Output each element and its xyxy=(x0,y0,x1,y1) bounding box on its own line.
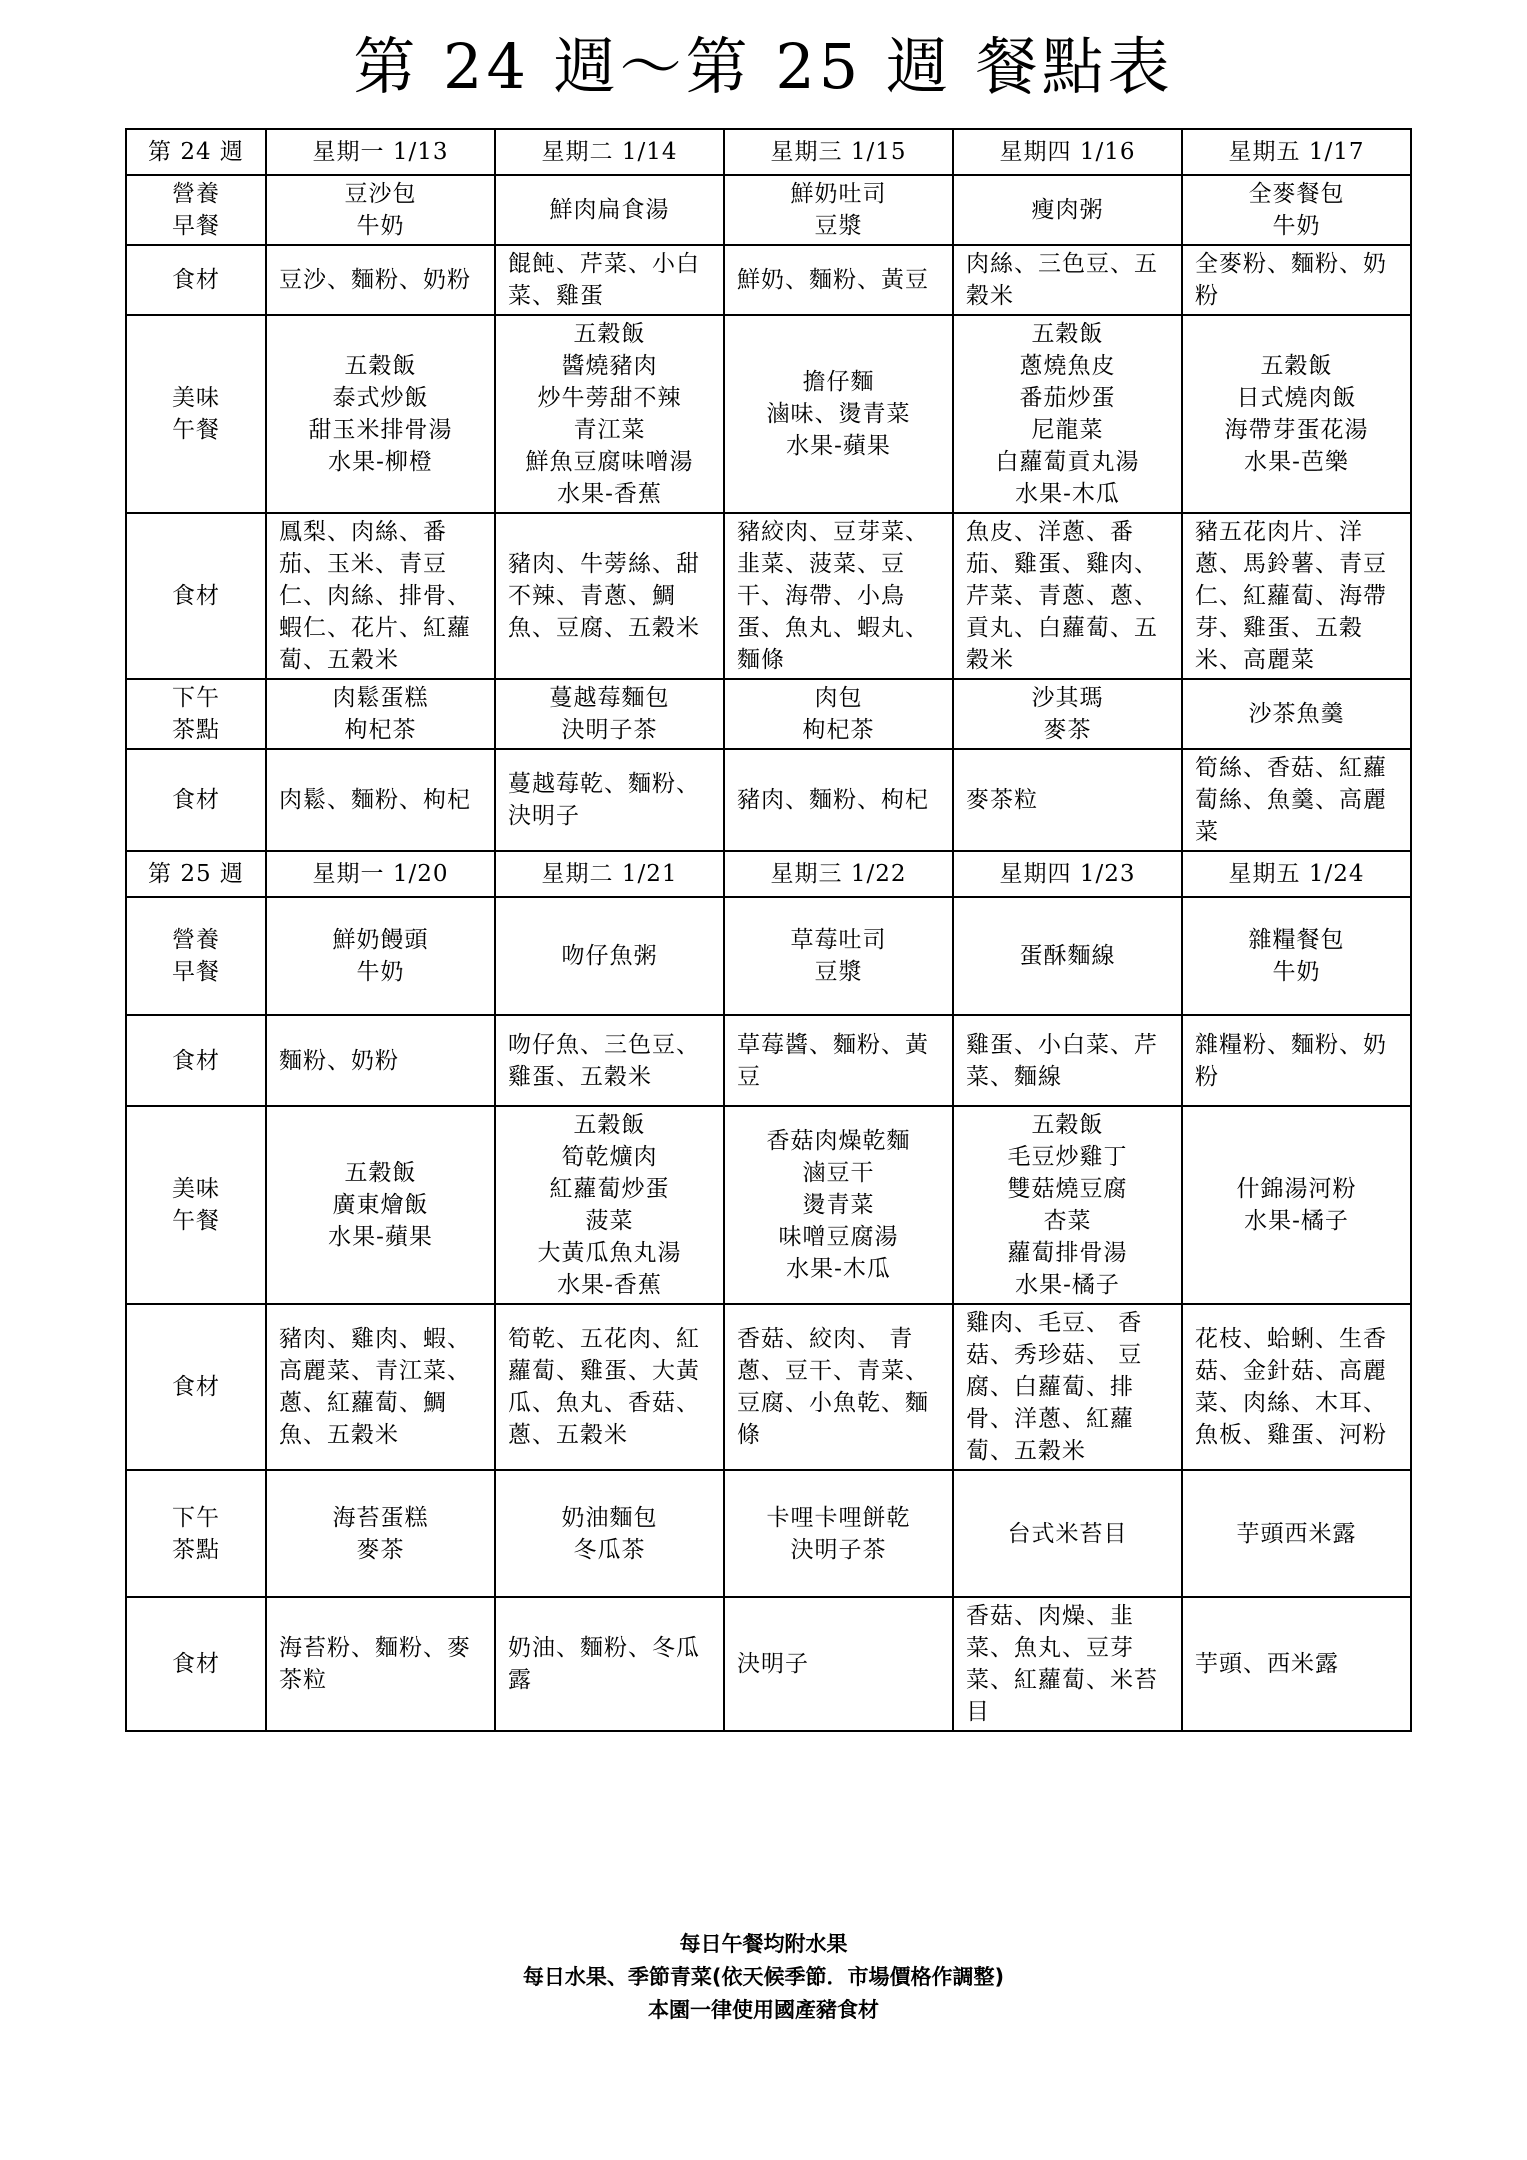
meal-item: 杏菜 xyxy=(1043,1208,1092,1234)
meal-item: 五穀飯 xyxy=(344,1160,417,1186)
week-label: 第 24 週 xyxy=(126,129,266,175)
ingredients-text: 餛飩、芹菜、小白菜、雞蛋 xyxy=(508,251,700,309)
meal-item: 水果-木瓜 xyxy=(786,1256,891,1282)
ingredients-cell xyxy=(1182,1304,1411,1470)
row-label-line: 食材 xyxy=(172,1651,220,1677)
meal-cell xyxy=(724,175,953,245)
meal-item: 菠菜 xyxy=(585,1208,634,1234)
meal-row-lunch-ingredients xyxy=(126,513,1411,679)
meal-item: 豆沙包 xyxy=(344,181,417,207)
day-header: 星期一 1/13 xyxy=(266,129,495,175)
meal-item: 水果-橘子 xyxy=(1015,1272,1120,1298)
day-header: 星期五 1/24 xyxy=(1182,851,1411,897)
meal-cell xyxy=(266,897,495,1015)
meal-item: 大黃瓜魚丸湯 xyxy=(537,1240,682,1266)
ingredients-cell xyxy=(724,749,953,851)
ingredients-cell xyxy=(953,1015,1182,1106)
row-label xyxy=(126,679,266,749)
day-header: 星期三 1/15 xyxy=(724,129,953,175)
meal-item: 牛奶 xyxy=(1272,959,1321,985)
ingredients-text: 豬五花肉片、洋蔥、馬鈴薯、青豆仁、紅蘿蔔、海帶芽、雞蛋、五穀米、高麗菜 xyxy=(1195,519,1387,673)
meal-item: 甜玉米排骨湯 xyxy=(308,417,453,443)
meal-item: 水果-蘋果 xyxy=(328,1224,433,1250)
meal-row-snack xyxy=(126,679,1411,749)
meal-cell xyxy=(724,679,953,749)
meal-item: 豆漿 xyxy=(814,959,863,985)
meal-item: 奶油麵包 xyxy=(561,1504,658,1531)
row-label xyxy=(126,315,266,513)
ingredients-text: 肉鬆、麵粉、枸杞 xyxy=(279,787,471,813)
day-header: 星期四 1/23 xyxy=(953,851,1182,897)
meal-cell xyxy=(724,897,953,1015)
meal-item: 台式米苔目 xyxy=(1007,1520,1128,1547)
meal-row-breakfast-ingredients xyxy=(126,245,1411,315)
meal-item: 燙青菜 xyxy=(802,1192,875,1218)
ingredients-cell xyxy=(495,1015,724,1106)
meal-item: 滷豆干 xyxy=(802,1160,875,1186)
ingredients-text: 香菇、絞肉、 青蔥、豆干、青菜、豆腐、小魚乾、麵條 xyxy=(737,1326,929,1448)
meal-item: 肉鬆蛋糕 xyxy=(332,685,429,711)
meal-item: 五穀飯 xyxy=(573,1112,646,1138)
meal-cell xyxy=(495,1470,724,1597)
footer-note: 每日水果、季節青菜(依天候季節．市場價格作調整) xyxy=(522,1965,1005,1989)
meal-row-lunch-ingredients xyxy=(126,1304,1411,1470)
week-header-row xyxy=(126,129,1411,175)
meal-cell xyxy=(953,175,1182,245)
meal-item: 豆漿 xyxy=(814,213,863,239)
meal-item: 肉包 xyxy=(814,685,863,711)
row-label-line: 茶點 xyxy=(172,1536,220,1563)
ingredients-cell xyxy=(266,513,495,679)
ingredients-text: 決明子 xyxy=(737,1651,809,1677)
row-label xyxy=(126,513,266,679)
meal-item: 水果-蘋果 xyxy=(786,433,891,459)
ingredients-text: 香菇、肉燥、韭菜、魚丸、豆芽菜、紅蘿蔔、米苔目 xyxy=(966,1603,1158,1725)
meal-item: 牛奶 xyxy=(1272,213,1321,239)
row-label-line: 美味 xyxy=(172,385,220,411)
ingredients-cell xyxy=(495,513,724,679)
ingredients-text: 雞蛋、小白菜、芹菜、麵線 xyxy=(966,1031,1158,1090)
meal-item: 紅蘿蔔炒蛋 xyxy=(549,1176,670,1202)
ingredients-cell xyxy=(724,1015,953,1106)
ingredients-cell xyxy=(266,245,495,315)
row-label-line: 下午 xyxy=(172,1504,220,1531)
ingredients-cell xyxy=(1182,245,1411,315)
meal-row-lunch xyxy=(126,315,1411,513)
meal-cell xyxy=(495,1106,724,1304)
row-label-line: 茶點 xyxy=(172,717,220,743)
meal-cell xyxy=(266,1470,495,1597)
meal-item: 枸杞茶 xyxy=(344,717,417,743)
meal-item: 香菇肉燥乾麵 xyxy=(766,1128,911,1154)
row-label xyxy=(126,1015,266,1106)
ingredients-cell xyxy=(724,1597,953,1731)
meal-item: 炒牛蒡甜不辣 xyxy=(537,385,682,411)
row-label xyxy=(126,1106,266,1304)
meal-item: 尼龍菜 xyxy=(1031,417,1104,443)
meal-item: 麥茶 xyxy=(356,1536,405,1563)
row-label-line: 食材 xyxy=(172,583,220,609)
ingredients-text: 豆沙、麵粉、奶粉 xyxy=(279,267,471,293)
ingredients-text: 豬肉、雞肉、蝦、高麗菜、青江菜、蔥、紅蘿蔔、鯛魚、五穀米 xyxy=(279,1326,471,1448)
meal-item: 雜糧餐包 xyxy=(1248,927,1345,953)
meal-cell xyxy=(266,175,495,245)
row-label-line: 營養 xyxy=(172,181,220,207)
ingredients-text: 豬肉、牛蒡絲、甜不辣、青蔥、鯛魚、豆腐、五穀米 xyxy=(508,551,700,641)
meal-item: 牛奶 xyxy=(356,213,405,239)
meal-item: 水果-柳橙 xyxy=(328,449,433,475)
meal-item: 五穀飯 xyxy=(344,353,417,379)
week-header-row xyxy=(126,851,1411,897)
ingredients-cell xyxy=(495,1597,724,1731)
footer-note: 每日午餐均附水果 xyxy=(679,1932,848,1956)
meal-item: 白蘿蔔貢丸湯 xyxy=(995,449,1140,475)
row-label-line: 食材 xyxy=(172,787,220,813)
meal-item: 水果-香蕉 xyxy=(557,1272,662,1298)
meal-item: 五穀飯 xyxy=(573,321,646,347)
meal-item: 滷味、燙青菜 xyxy=(766,401,911,427)
meal-item: 麥茶 xyxy=(1043,717,1092,743)
meal-cell xyxy=(1182,175,1411,245)
meal-item: 吻仔魚粥 xyxy=(561,943,658,969)
meal-item: 草莓吐司 xyxy=(790,927,887,953)
meal-item: 味噌豆腐湯 xyxy=(778,1224,899,1250)
ingredients-text: 草莓醬、麵粉、黃豆 xyxy=(737,1031,929,1090)
meal-item: 什錦湯河粉 xyxy=(1236,1176,1357,1202)
ingredients-cell xyxy=(953,245,1182,315)
ingredients-cell xyxy=(1182,749,1411,851)
meal-item: 瘦肉粥 xyxy=(1031,197,1104,223)
page-title: 第 24 週～第 25 週 餐點表 xyxy=(353,30,1174,103)
meal-row-breakfast xyxy=(126,175,1411,245)
ingredients-cell xyxy=(1182,1015,1411,1106)
meal-item: 枸杞茶 xyxy=(802,717,875,743)
ingredients-cell xyxy=(724,245,953,315)
meal-cell xyxy=(495,175,724,245)
ingredients-cell xyxy=(1182,1597,1411,1731)
ingredients-cell xyxy=(1182,513,1411,679)
meal-row-breakfast xyxy=(126,897,1411,1015)
ingredients-cell xyxy=(724,513,953,679)
ingredients-cell xyxy=(266,1597,495,1731)
row-label-line: 美味 xyxy=(172,1176,220,1202)
meal-item: 芋頭西米露 xyxy=(1236,1520,1357,1547)
ingredients-cell xyxy=(266,1015,495,1106)
meal-cell xyxy=(495,315,724,513)
row-label-line: 營養 xyxy=(172,927,220,953)
meal-schedule-table xyxy=(125,128,1412,1732)
row-label-line: 食材 xyxy=(172,1047,220,1074)
ingredients-cell xyxy=(953,1597,1182,1731)
meal-cell xyxy=(953,679,1182,749)
meal-row-snack-ingredients xyxy=(126,1597,1411,1731)
meal-item: 蘿蔔排骨湯 xyxy=(1007,1240,1128,1266)
meal-cell xyxy=(953,897,1182,1015)
row-label-line: 下午 xyxy=(172,685,220,711)
meal-item: 沙其瑪 xyxy=(1031,685,1104,711)
meal-item: 全麥餐包 xyxy=(1248,181,1345,207)
meal-row-snack xyxy=(126,1470,1411,1597)
day-header: 星期三 1/22 xyxy=(724,851,953,897)
ingredients-text: 鳳梨、肉絲、番茄、玉米、青豆仁、肉絲、排骨、蝦仁、花片、紅蘿蔔、五穀米 xyxy=(279,519,471,673)
ingredients-text: 筍絲、香菇、紅蘿蔔絲、魚羹、高麗菜 xyxy=(1195,755,1387,845)
meal-cell xyxy=(495,679,724,749)
meal-item: 鮮奶饅頭 xyxy=(332,927,429,953)
meal-cell xyxy=(953,1106,1182,1304)
ingredients-cell xyxy=(495,1304,724,1470)
meal-item: 水果-芭樂 xyxy=(1244,449,1349,475)
meal-cell xyxy=(266,679,495,749)
meal-item: 鮮奶吐司 xyxy=(790,181,887,207)
meal-item: 海帶芽蛋花湯 xyxy=(1224,417,1369,443)
meal-cell xyxy=(1182,315,1411,513)
meal-item: 決明子茶 xyxy=(561,717,658,743)
ingredients-text: 奶油、麵粉、冬瓜露 xyxy=(508,1635,700,1693)
row-label-line: 食材 xyxy=(172,267,220,293)
ingredients-text: 豬絞肉、豆芽菜、韭菜、菠菜、豆干、海帶、小鳥蛋、魚丸、蝦丸、麵條 xyxy=(737,519,929,673)
ingredients-cell xyxy=(266,1304,495,1470)
day-header: 星期五 1/17 xyxy=(1182,129,1411,175)
meal-item: 雙菇燒豆腐 xyxy=(1007,1176,1128,1202)
row-label-line: 午餐 xyxy=(172,1208,220,1234)
ingredients-text: 全麥粉、麵粉、奶粉 xyxy=(1195,251,1387,309)
row-label xyxy=(126,245,266,315)
meal-item: 水果-木瓜 xyxy=(1015,481,1120,507)
row-label-line: 食材 xyxy=(172,1374,220,1400)
ingredients-text: 麵粉、奶粉 xyxy=(279,1047,399,1074)
ingredients-text: 芋頭、西米露 xyxy=(1195,1651,1339,1677)
row-label xyxy=(126,749,266,851)
row-label xyxy=(126,1304,266,1470)
day-header: 星期二 1/21 xyxy=(495,851,724,897)
meal-cell xyxy=(1182,1106,1411,1304)
meal-item: 水果-橘子 xyxy=(1244,1208,1349,1234)
ingredients-text: 豬肉、麵粉、枸杞 xyxy=(737,787,929,813)
meal-item: 決明子茶 xyxy=(790,1536,887,1563)
day-header: 星期一 1/20 xyxy=(266,851,495,897)
meal-item: 醬燒豬肉 xyxy=(561,353,658,379)
ingredients-text: 吻仔魚、三色豆、雞蛋、五穀米 xyxy=(508,1031,700,1090)
ingredients-text: 肉絲、三色豆、五穀米 xyxy=(966,251,1158,309)
ingredients-text: 筍乾、五花肉、紅蘿蔔、雞蛋、大黃瓜、魚丸、香菇、蔥、五穀米 xyxy=(508,1326,700,1448)
ingredients-text: 麥茶粒 xyxy=(966,787,1038,813)
meal-item: 鮮魚豆腐味噌湯 xyxy=(525,449,694,475)
meal-row-snack-ingredients xyxy=(126,749,1411,851)
ingredients-text: 花枝、蛤蜊、生香菇、金針菇、高麗菜、肉絲、木耳、魚板、雞蛋、河粉 xyxy=(1195,1326,1387,1448)
ingredients-text: 雞肉、毛豆、 香菇、秀珍菇、 豆腐、白蘿蔔、排骨、洋蔥、紅蘿蔔、五穀米 xyxy=(966,1310,1143,1464)
ingredients-cell xyxy=(495,749,724,851)
row-label-line: 午餐 xyxy=(172,417,220,443)
meal-item: 青江菜 xyxy=(573,417,646,443)
week-label: 第 25 週 xyxy=(126,851,266,897)
meal-cell xyxy=(266,1106,495,1304)
meal-cell xyxy=(266,315,495,513)
day-header: 星期二 1/14 xyxy=(495,129,724,175)
row-label xyxy=(126,1470,266,1597)
meal-item: 廣東燴飯 xyxy=(332,1192,429,1218)
row-label-line: 早餐 xyxy=(172,213,220,239)
meal-item: 毛豆炒雞丁 xyxy=(1007,1144,1128,1170)
meal-item: 五穀飯 xyxy=(1260,353,1333,379)
row-label xyxy=(126,175,266,245)
meal-item: 蔥燒魚皮 xyxy=(1019,353,1116,379)
meal-item: 水果-香蕉 xyxy=(557,481,662,507)
day-header: 星期四 1/16 xyxy=(953,129,1182,175)
ingredients-cell xyxy=(953,749,1182,851)
row-label xyxy=(126,897,266,1015)
meal-item: 番茄炒蛋 xyxy=(1019,385,1116,411)
meal-item: 牛奶 xyxy=(356,959,405,985)
meal-item: 沙茶魚羹 xyxy=(1248,701,1345,727)
meal-cell xyxy=(953,315,1182,513)
meal-item: 五穀飯 xyxy=(1031,321,1104,347)
meal-item: 擔仔麵 xyxy=(802,369,875,395)
meal-cell xyxy=(724,315,953,513)
meal-item: 泰式炒飯 xyxy=(332,385,429,411)
footer-notes xyxy=(0,1928,1527,2027)
ingredients-text: 鮮奶、麵粉、黃豆 xyxy=(737,267,929,293)
ingredients-text: 雜糧粉、麵粉、奶粉 xyxy=(1195,1031,1387,1090)
ingredients-text: 魚皮、洋蔥、番茄、雞蛋、雞肉、芹菜、青蔥、蔥、貢丸、白蘿蔔、五穀米 xyxy=(966,519,1158,673)
meal-item: 五穀飯 xyxy=(1031,1112,1104,1138)
meal-cell xyxy=(953,1470,1182,1597)
meal-cell xyxy=(495,897,724,1015)
meal-item: 日式燒肉飯 xyxy=(1236,385,1357,411)
ingredients-text: 蔓越莓乾、麵粉、決明子 xyxy=(508,771,700,829)
ingredients-cell xyxy=(724,1304,953,1470)
meal-item: 鮮肉扁食湯 xyxy=(549,197,670,223)
meal-row-breakfast-ingredients xyxy=(126,1015,1411,1106)
meal-item: 冬瓜茶 xyxy=(573,1536,646,1563)
meal-item: 蛋酥麵線 xyxy=(1019,943,1116,969)
row-label-line: 早餐 xyxy=(172,959,220,985)
meal-cell xyxy=(724,1106,953,1304)
ingredients-cell xyxy=(495,245,724,315)
meal-item: 卡哩卡哩餅乾 xyxy=(766,1504,911,1531)
meal-item: 海苔蛋糕 xyxy=(332,1504,429,1531)
meal-item: 蔓越莓麵包 xyxy=(549,685,670,711)
meal-item: 筍乾爌肉 xyxy=(561,1144,658,1170)
ingredients-cell xyxy=(953,1304,1182,1470)
footer-note: 本園一律使用國產豬食材 xyxy=(648,1998,879,2022)
ingredients-cell xyxy=(953,513,1182,679)
meal-cell xyxy=(1182,1470,1411,1597)
row-label xyxy=(126,1597,266,1731)
meal-cell xyxy=(1182,679,1411,749)
meal-cell xyxy=(1182,897,1411,1015)
meal-cell xyxy=(724,1470,953,1597)
ingredients-text: 海苔粉、麵粉、麥茶粒 xyxy=(279,1635,471,1693)
meal-row-lunch xyxy=(126,1106,1411,1304)
ingredients-cell xyxy=(266,749,495,851)
